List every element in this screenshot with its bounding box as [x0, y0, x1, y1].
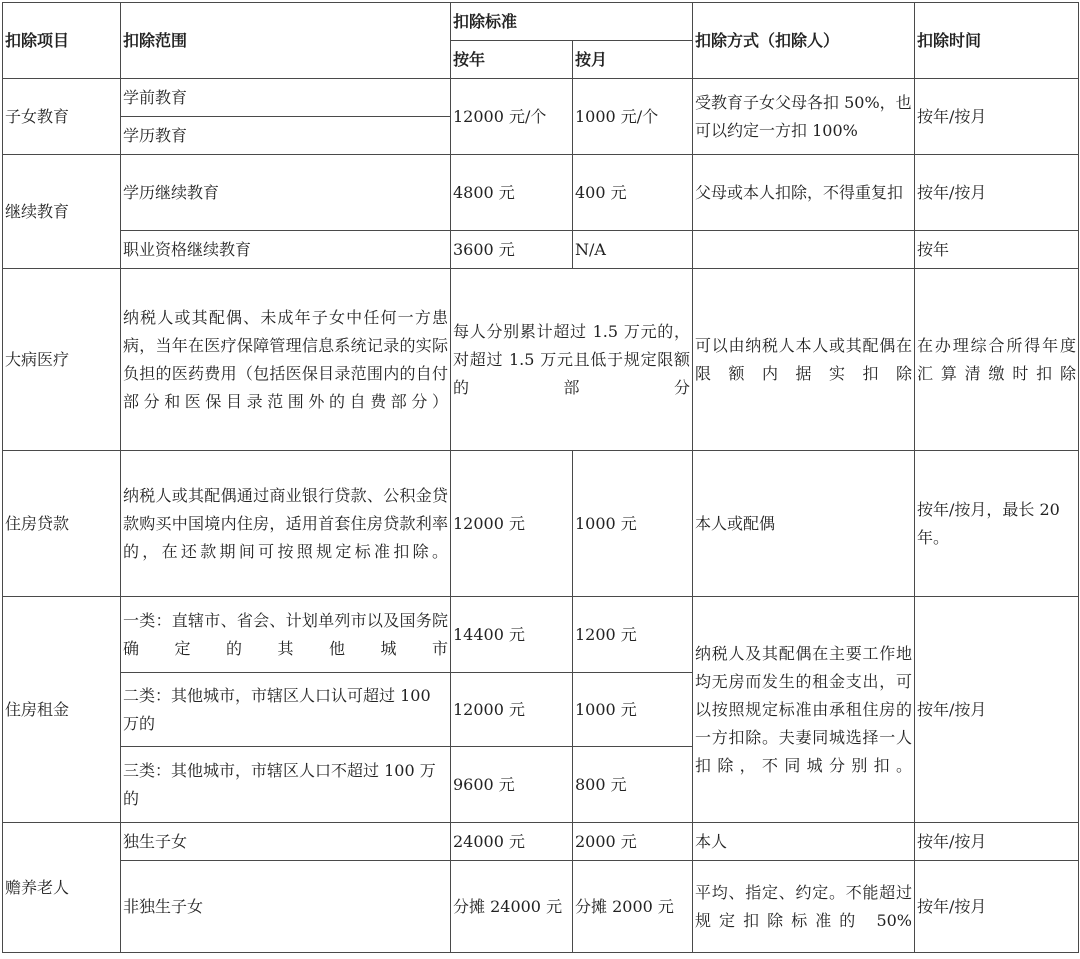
- elderly-month-2: 分摊 2000 元: [573, 861, 693, 953]
- elderly-scope-2: 非独生子女: [121, 861, 451, 953]
- table-row: [3, 823, 1079, 861]
- elderly-method-1: 本人: [693, 823, 915, 861]
- rent-month-3: 800 元: [573, 747, 693, 823]
- rent-year-2: 12000 元: [451, 673, 573, 747]
- continuing-year-1: 4800 元: [451, 155, 573, 231]
- rent-year-3: 9600 元: [451, 747, 573, 823]
- table-row: [3, 155, 1079, 231]
- serious-illness-scope: 纳税人或其配偶、未成年子女中任何一方患病，当年在医疗保障管理信息系统记录的实际负担的医药费用（包括医保目录范围内的自付部分和医保目录范围外的自费部分）: [121, 269, 451, 451]
- scope-academic: 学历教育: [121, 117, 451, 155]
- housing-loan-scope: 纳税人或其配偶通过商业银行贷款、公积金贷款购买中国境内住房，适用首套住房贷款利率的，在还款期间可按照规定标准扣除。: [121, 451, 451, 597]
- item-children-education: 子女教育: [3, 79, 121, 155]
- header-row: [3, 3, 1079, 41]
- elderly-scope-1: 独生子女: [121, 823, 451, 861]
- item-housing-rent: 住房租金: [3, 597, 121, 823]
- header-item: 扣除项目: [3, 3, 121, 79]
- item-continuing-education: 继续教育: [3, 155, 121, 269]
- item-serious-illness: 大病医疗: [3, 269, 121, 451]
- item-elderly-support: 赡养老人: [3, 823, 121, 953]
- rent-scope-3: 三类：其他城市，市辖区人口不超过 100 万的: [121, 747, 451, 823]
- continuing-month-2: N/A: [573, 231, 693, 269]
- table-row: [3, 79, 1079, 117]
- serious-illness-time: 在办理综合所得年度汇算清缴时扣除: [915, 269, 1079, 451]
- elderly-time-1: 按年/按月: [915, 823, 1079, 861]
- elderly-year-1: 24000 元: [451, 823, 573, 861]
- serious-illness-standard: 每人分别累计超过 1.5 万元的，对超过 1.5 万元且低于规定限额的部分: [451, 269, 693, 451]
- continuing-time-2: 按年: [915, 231, 1079, 269]
- table-row: [3, 451, 1079, 597]
- header-time: 扣除时间: [915, 3, 1079, 79]
- scope-academic-continuing: 学历继续教育: [121, 155, 451, 231]
- table-row: [3, 269, 1079, 451]
- housing-loan-method: 本人或配偶: [693, 451, 915, 597]
- continuing-year-2: 3600 元: [451, 231, 573, 269]
- table-row: [3, 597, 1079, 673]
- housing-loan-time: 按年/按月，最长 20 年。: [915, 451, 1079, 597]
- children-education-month: 1000 元/个: [573, 79, 693, 155]
- header-method: 扣除方式（扣除人）: [693, 3, 915, 79]
- housing-loan-year: 12000 元: [451, 451, 573, 597]
- housing-rent-time: 按年/按月: [915, 597, 1079, 823]
- continuing-month-1: 400 元: [573, 155, 693, 231]
- scope-vocational: 职业资格继续教育: [121, 231, 451, 269]
- elderly-month-1: 2000 元: [573, 823, 693, 861]
- header-standard: 扣除标准: [451, 3, 693, 41]
- deduction-table: [2, 2, 1079, 953]
- header-per-month: 按月: [573, 41, 693, 79]
- continuing-method-2: [693, 231, 915, 269]
- children-education-method: 受教育子女父母各扣 50%，也可以约定一方扣 100%: [693, 79, 915, 155]
- rent-month-1: 1200 元: [573, 597, 693, 673]
- header-per-year: 按年: [451, 41, 573, 79]
- elderly-year-2: 分摊 24000 元: [451, 861, 573, 953]
- header-scope: 扣除范围: [121, 3, 451, 79]
- children-education-year: 12000 元/个: [451, 79, 573, 155]
- item-housing-loan: 住房贷款: [3, 451, 121, 597]
- housing-rent-method: 纳税人及其配偶在主要工作地均无房而发生的租金支出，可以按照规定标准由承租住房的一方扣除。夫妻同城选择一人扣除，不同城分别扣。: [693, 597, 915, 823]
- rent-scope-2: 二类：其他城市，市辖区人口认可超过 100 万的: [121, 673, 451, 747]
- elderly-time-2: 按年/按月: [915, 861, 1079, 953]
- children-education-time: 按年/按月: [915, 79, 1079, 155]
- elderly-method-2: 平均、指定、约定。不能超过规定扣除标准的 50%: [693, 861, 915, 953]
- continuing-time-1: 按年/按月: [915, 155, 1079, 231]
- continuing-method-1: 父母或本人扣除，不得重复扣: [693, 155, 915, 231]
- table-row: [3, 861, 1079, 953]
- housing-loan-month: 1000 元: [573, 451, 693, 597]
- rent-year-1: 14400 元: [451, 597, 573, 673]
- rent-scope-1: 一类：直辖市、省会、计划单列市以及国务院确定的其他城市: [121, 597, 451, 673]
- scope-preschool: 学前教育: [121, 79, 451, 117]
- serious-illness-method: 可以由纳税人本人或其配偶在限额内据实扣除: [693, 269, 915, 451]
- rent-month-2: 1000 元: [573, 673, 693, 747]
- table-row: [3, 231, 1079, 269]
